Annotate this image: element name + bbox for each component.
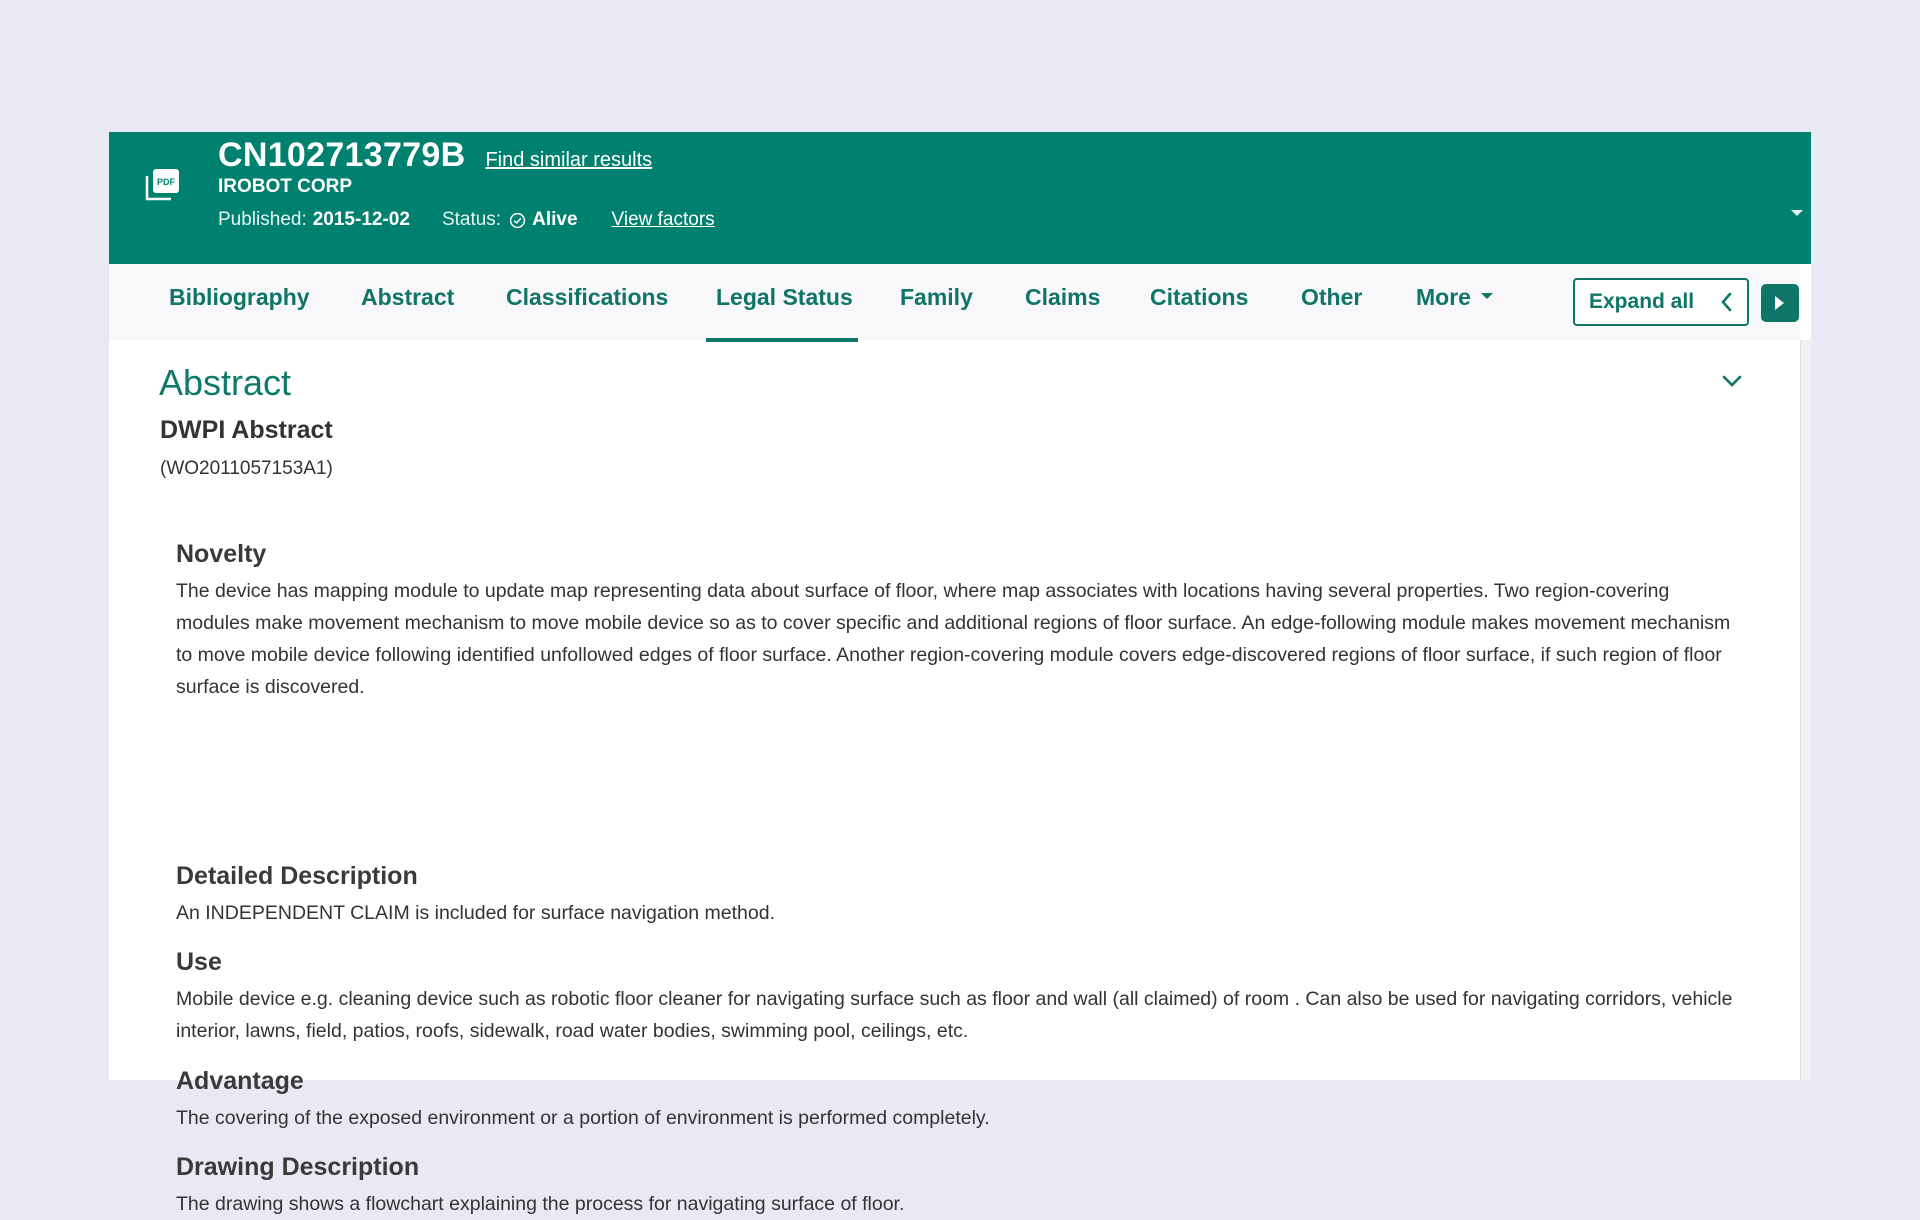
drawing-description-block (176, 1153, 1736, 1220)
patent-record-card (109, 132, 1811, 1215)
chevron-left-icon[interactable] (1719, 291, 1733, 313)
record-header (109, 132, 1811, 264)
tab-more[interactable] (1416, 284, 1493, 320)
tab-legal-status[interactable]: Legal Status (716, 284, 853, 310)
pdf-icon[interactable] (144, 168, 180, 202)
advantage-heading: Advantage (176, 1067, 304, 1095)
drawing-description-heading: Drawing Description (176, 1153, 420, 1181)
status-value: Alive (532, 209, 578, 230)
chevron-down-icon[interactable] (1721, 374, 1743, 388)
section-tabs (109, 264, 1800, 340)
tab-claims[interactable]: Claims (1025, 284, 1101, 310)
caret-down-icon[interactable] (1791, 210, 1803, 216)
detailed-description-heading: Detailed Description (176, 862, 418, 890)
title-row (218, 136, 652, 175)
novelty-text: The device has mapping module to update map representing data about surface of floor, where map associates with locations having several properties. Two region-covering modules make movement mechanism to move mobile device so as to cover specific and additional regions of floor surface. An edge-following module makes movement mechanism to move mobile device following identified unfollowed edges of floor surface. Another region-covering module covers edge-discovered regions of floor surface, if such region of floor surface is discovered. (176, 580, 1731, 698)
status-label: Status: (441, 209, 502, 230)
novelty-heading: Novelty (176, 540, 267, 568)
section-title: Abstract (159, 362, 292, 403)
use-text: Mobile device e.g. cleaning device such as robotic floor cleaner for navigating surface such as floor and wall (all claimed) of room . Can also be used for navigating corridors, vehicle interior, lawns, field, patios, roofs, sidewalk, road water bodies, swimming pool, ceilings, etc. (176, 988, 1733, 1042)
play-right-icon (1775, 296, 1784, 310)
scrollbar[interactable] (1800, 340, 1811, 1080)
tab-classifications[interactable]: Classifications (506, 284, 669, 310)
tab-bibliography[interactable]: Bibliography (169, 284, 310, 310)
expand-all-label: Expand all (1589, 290, 1695, 313)
svg-text:PDF: PDF (157, 177, 175, 187)
find-similar-link[interactable]: Find similar results (485, 149, 653, 171)
detailed-description-block (176, 862, 1736, 929)
published-label: Published: (218, 209, 307, 230)
advantage-text: The covering of the exposed environment or a portion of environment is performed completely. (176, 1107, 990, 1129)
expand-all-button[interactable] (1573, 278, 1749, 326)
detailed-description-text: An INDEPENDENT CLAIM is included for surface navigation method. (176, 902, 775, 924)
check-circle-icon (509, 212, 526, 229)
next-section-button[interactable] (1761, 284, 1799, 322)
view-factors-link[interactable]: View factors (611, 209, 715, 230)
dwpi-abstract-title: DWPI Abstract (160, 416, 333, 444)
abstract-section (109, 340, 1800, 1215)
use-block (176, 948, 1736, 1047)
tab-more-label: More (1416, 284, 1471, 310)
tab-citations[interactable]: Citations (1150, 284, 1249, 310)
tab-abstract[interactable]: Abstract (361, 284, 455, 310)
meta-row (218, 209, 715, 231)
tab-other[interactable]: Other (1301, 284, 1363, 310)
caret-down-icon (1481, 293, 1493, 299)
novelty-block (176, 540, 1736, 703)
published-date: 2015-12-02 (312, 209, 410, 230)
dwpi-source-id: (WO2011057153A1) (160, 458, 333, 479)
tab-family[interactable]: Family (900, 284, 973, 310)
use-heading: Use (176, 948, 222, 976)
assignee-name: IROBOT CORP (218, 176, 353, 197)
drawing-description-text: The drawing shows a flowchart explaining the process for navigating surface of floor. (176, 1193, 905, 1215)
publication-number: CN102713779B (218, 136, 466, 174)
advantage-block (176, 1067, 1736, 1134)
